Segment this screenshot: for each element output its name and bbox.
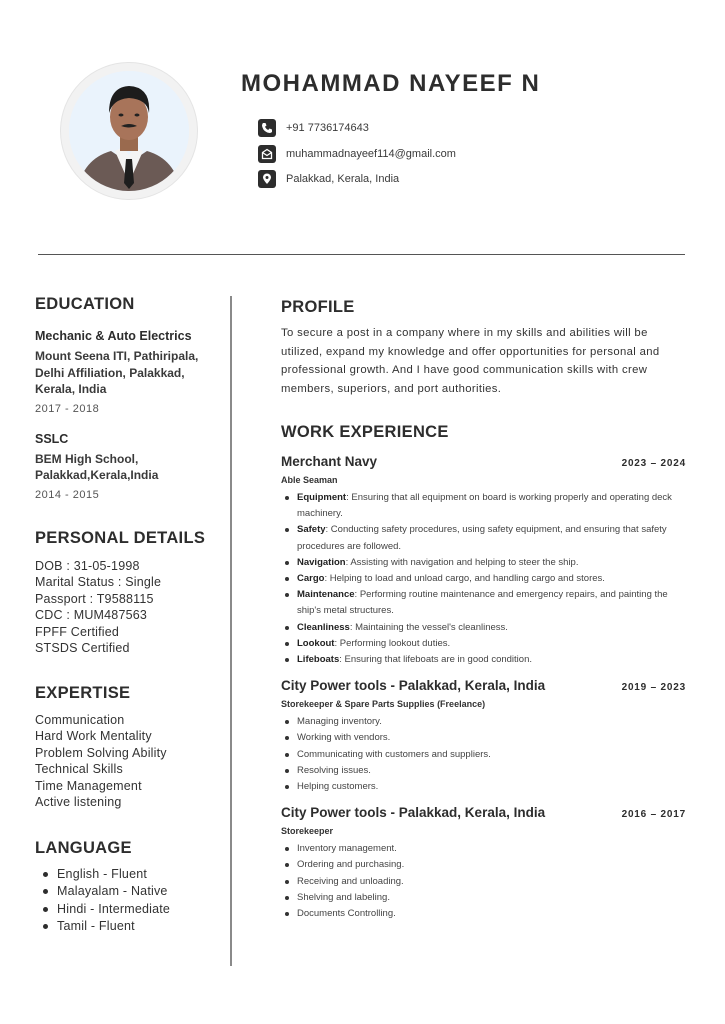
duty-label: Safety: [297, 524, 326, 536]
duty-item: [281, 620, 686, 636]
duty-text: : Assisting with navigation and helping to steer the ship.: [345, 556, 579, 568]
phone-text: +91 7736174643: [286, 122, 369, 134]
duty-item: [281, 587, 686, 619]
job-company: City Power tools - Palakkad, Kerala, India: [281, 805, 546, 821]
job-duties: [281, 714, 686, 795]
duty-text: : Performing lookout duties.: [334, 637, 451, 649]
duty-text: : Conducting safety procedures, using safety equipment, and ensuring that safety procedures are followed.: [297, 524, 667, 552]
language-item: Tamil - Fluent: [35, 918, 220, 936]
phone-icon: [258, 119, 276, 137]
duty-item: Shelving and labeling.: [281, 890, 686, 906]
profile-summary: To secure a post in a company where in my skills and abilities will be utilized, expand my knowledge and offer opportunities for personal and professional growth. And I have good communication skills with crew members, superiors, and port authorities.: [281, 327, 660, 395]
job-role: Able Seaman: [281, 475, 338, 485]
contact-email: [258, 145, 456, 163]
language-item: Hindi - Intermediate: [35, 901, 220, 919]
expertise-item: Technical Skills: [35, 762, 123, 776]
candidate-name: MOHAMMAD NAYEEF N: [241, 70, 541, 97]
job-role: Storekeeper: [281, 826, 334, 837]
language-title: LANGUAGE: [35, 838, 132, 857]
job-company: Merchant Navy: [281, 454, 378, 469]
job-entry: [281, 454, 686, 668]
location-pin-icon: [258, 170, 276, 188]
expertise-item: Active listening: [35, 795, 122, 809]
duty-item: [281, 636, 686, 652]
language-item: English - Fluent: [35, 866, 220, 884]
personal-detail: CDC : MUM487563: [35, 608, 148, 622]
duty-label: Cleanliness: [297, 621, 350, 633]
education-item: [35, 328, 220, 415]
education-degree: Mechanic & Auto Electrics: [35, 329, 192, 343]
personal-details-title: PERSONAL DETAILS: [35, 528, 206, 547]
duty-item: Inventory management.: [281, 841, 686, 857]
duty-label: Lookout: [297, 637, 335, 649]
education-years: 2017 - 2018: [35, 402, 100, 415]
personal-detail: Marital Status : Single: [35, 575, 162, 589]
personal-detail: DOB : 31-05-1998: [35, 558, 140, 573]
location-text: Palakkad, Kerala, India: [286, 173, 400, 185]
expertise-item: Problem Solving Ability: [35, 745, 167, 760]
duty-item: [281, 522, 686, 554]
duty-text: : Helping to load and unload cargo, and handling cargo and stores.: [324, 573, 605, 585]
duty-item: Communicating with customers and suppliers.: [281, 747, 686, 763]
email-text: muhammadnayeef114@gmail.com: [286, 148, 456, 160]
duty-item: Working with vendors.: [281, 730, 686, 746]
work-experience-title: WORK EXPERIENCE: [281, 423, 449, 441]
job-years: 2016 – 2017: [621, 809, 686, 821]
education-degree: SSLC: [35, 431, 69, 446]
contact-location: [258, 170, 399, 188]
duty-item: [281, 652, 686, 668]
duty-text: : Performing routine maintenance and emergency repairs, and painting the ship's metal structures.: [297, 589, 668, 617]
duty-item: Helping customers.: [281, 779, 686, 795]
left-column: [35, 295, 220, 936]
duty-label: Equipment: [297, 492, 347, 503]
duty-item: [281, 571, 686, 587]
education-title: EDUCATION: [35, 295, 135, 313]
job-company: City Power tools - Palakkad, Kerala, India: [281, 678, 546, 694]
right-column: [281, 298, 686, 922]
duty-item: [281, 555, 686, 571]
personal-detail: Passport : T9588115: [35, 591, 154, 606]
job-years: 2019 – 2023: [621, 682, 686, 694]
duty-item: Receiving and unloading.: [281, 874, 686, 890]
duty-item: Managing inventory.: [281, 714, 686, 730]
language-list: [35, 866, 220, 936]
duty-item: Documents Controlling.: [281, 906, 686, 922]
column-divider: [230, 296, 232, 966]
header-divider: [38, 254, 685, 255]
duty-item: Resolving issues.: [281, 763, 686, 779]
duty-label: Cargo: [297, 573, 325, 585]
profile-title: PROFILE: [281, 298, 355, 316]
expertise-item: Time Management: [35, 778, 142, 793]
duty-label: Navigation: [297, 556, 346, 568]
expertise-item: Communication: [35, 712, 125, 727]
expertise-list: [35, 712, 220, 811]
duty-label: Lifeboats: [297, 654, 340, 666]
profile-photo: [69, 71, 189, 191]
job-entry: [281, 678, 686, 795]
duty-text: : Maintaining the vessel's cleanliness.: [349, 621, 508, 633]
job-entry: [281, 805, 686, 922]
expertise-item: Hard Work Mentality: [35, 729, 152, 743]
duty-text: : Ensuring that all equipment on board is working properly and operating deck machinery.: [297, 492, 672, 520]
duty-item: [281, 490, 686, 522]
education-years: 2014 - 2015: [35, 488, 100, 501]
job-duties: [281, 841, 686, 922]
language-item: Malayalam - Native: [35, 883, 220, 901]
personal-details-list: [35, 558, 220, 657]
education-institution: Mount Seena ITI, Pathiripala, Delhi Affiliation, Palakkad, Kerala, India: [35, 349, 199, 396]
contact-phone: [258, 119, 369, 137]
mail-icon: [258, 145, 276, 163]
education-item: [35, 431, 220, 501]
personal-detail: FPFF Certified: [35, 624, 120, 639]
job-duties: [281, 490, 686, 668]
education-institution: BEM High School, Palakkad,Kerala,India: [35, 451, 159, 482]
duty-label: Maintenance: [297, 589, 355, 601]
job-years: 2023 – 2024: [621, 458, 686, 469]
duty-text: : Ensuring that lifeboats are in good condition.: [339, 654, 532, 666]
personal-detail: STSDS Certified: [35, 641, 130, 655]
expertise-title: EXPERTISE: [35, 683, 131, 702]
job-role: Storekeeper & Spare Parts Supplies (Freelance): [281, 699, 486, 710]
duty-item: Ordering and purchasing.: [281, 857, 686, 873]
